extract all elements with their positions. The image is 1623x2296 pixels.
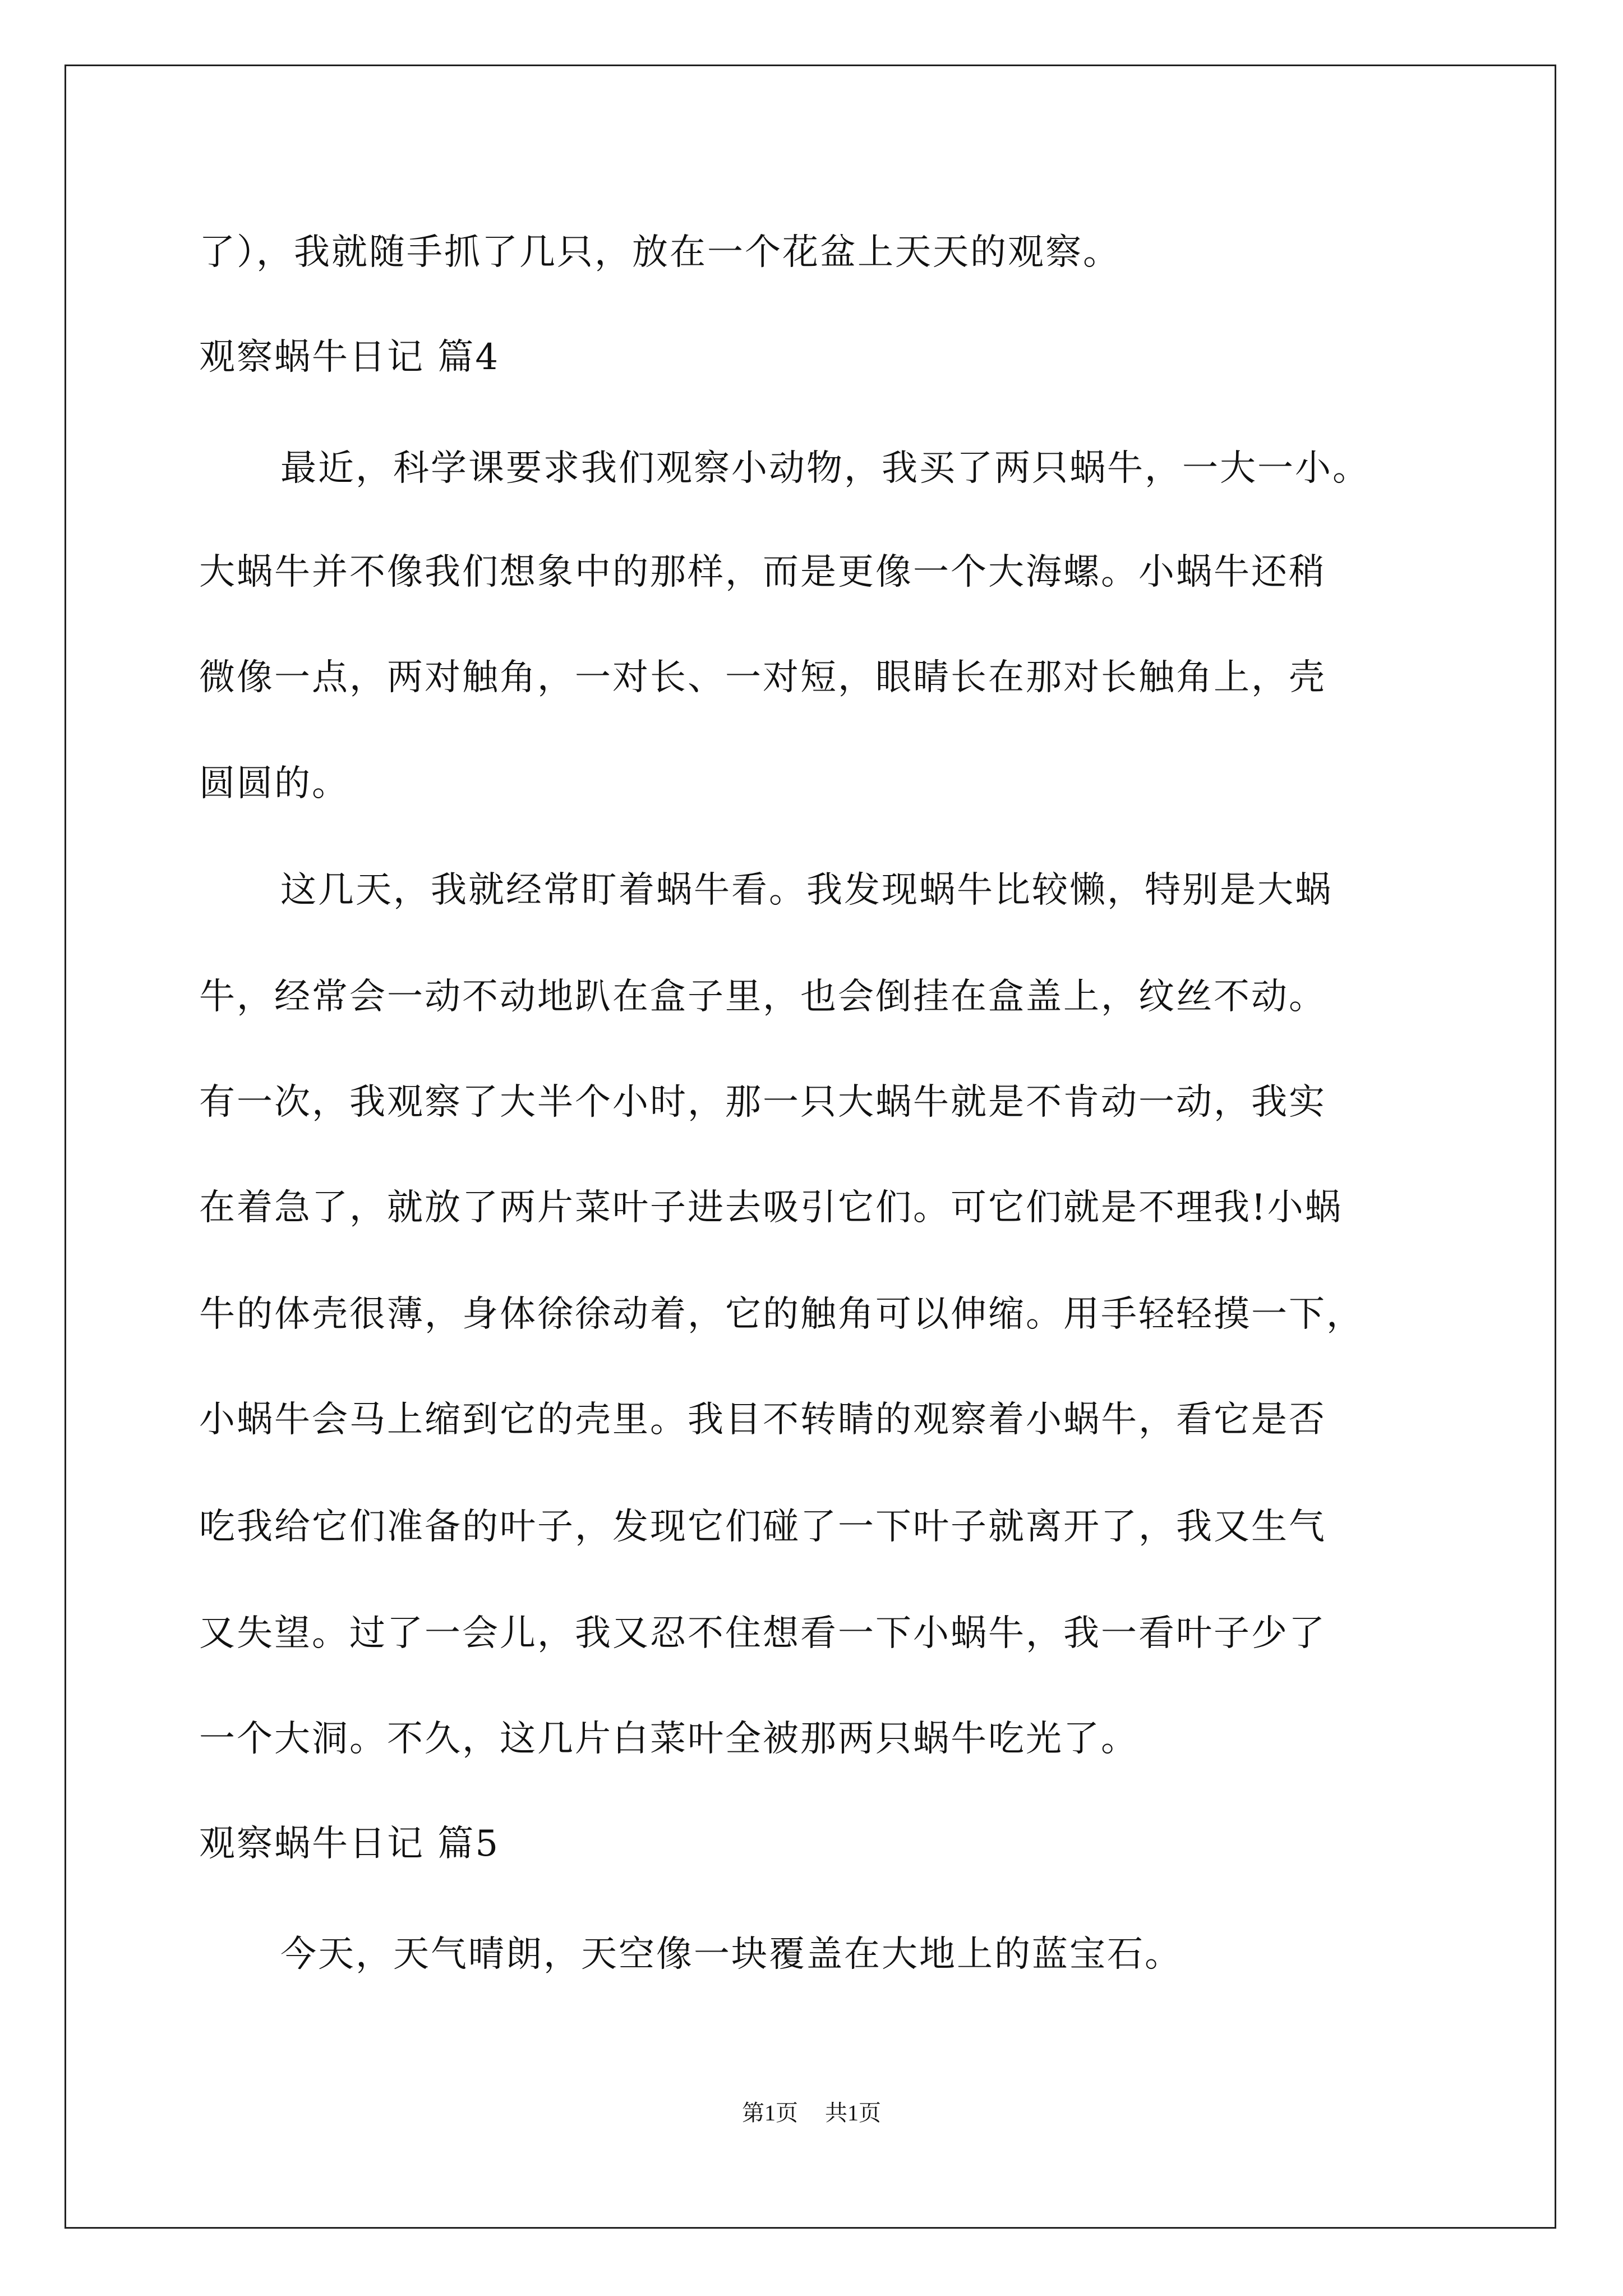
page-total: 共1页 [825, 2100, 881, 2125]
text-line: 牛，经常会一动不动地趴在盒子里，也会倒挂在盒盖上，纹丝不动。 [199, 976, 1326, 1018]
page-footer [0, 2095, 1623, 2127]
text-line: 吃我给它们准备的叶子，发现它们碰了一下叶子就离开了，我又生气 [199, 1506, 1326, 1548]
section-heading: 观察蜗牛日记 篇4 [199, 337, 500, 378]
text-line: 圆圆的。 [199, 763, 349, 804]
page-number: 第1页 [742, 2100, 798, 2125]
text-line: 这几天，我就经常盯着蜗牛看。我发现蜗牛比较懒，特别是大蜗 [280, 869, 1332, 911]
page-border [64, 65, 1556, 2229]
text-line: 大蜗牛并不像我们想象中的那样，而是更像一个大海螺。小蜗牛还稍 [199, 551, 1326, 593]
text-line: 又失望。过了一会儿，我又忍不住想看一下小蜗牛，我一看叶子少了 [199, 1613, 1326, 1654]
text-line: 今天，天气晴朗，天空像一块覆盖在大地上的蓝宝石。 [280, 1934, 1182, 1975]
text-line: 在着急了，就放了两片菜叶子进去吸引它们。可它们就是不理我!小蜗 [199, 1187, 1343, 1228]
text-line: 最近，科学课要求我们观察小动物，我买了两只蜗牛，一大一小。 [280, 448, 1370, 489]
text-line: 一个大洞。不久，这几片白菜叶全被那两只蜗牛吃光了。 [199, 1718, 1138, 1760]
section-heading: 观察蜗牛日记 篇5 [199, 1823, 500, 1865]
text-line: 小蜗牛会马上缩到它的壳里。我目不转睛的观察着小蜗牛，看它是否 [199, 1399, 1326, 1441]
text-line: 了），我就随手抓了几只，放在一个花盆上天天的观察。 [199, 232, 1121, 273]
text-line: 有一次，我观察了大半个小时，那一只大蜗牛就是不肯动一动，我实 [199, 1082, 1326, 1123]
text-line: 微像一点，两对触角，一对长、一对短，眼睛长在那对长触角上，壳 [199, 657, 1326, 698]
text-line: 牛的体壳很薄，身体徐徐动着，它的触角可以伸缩。用手轻轻摸一下， [199, 1294, 1364, 1335]
